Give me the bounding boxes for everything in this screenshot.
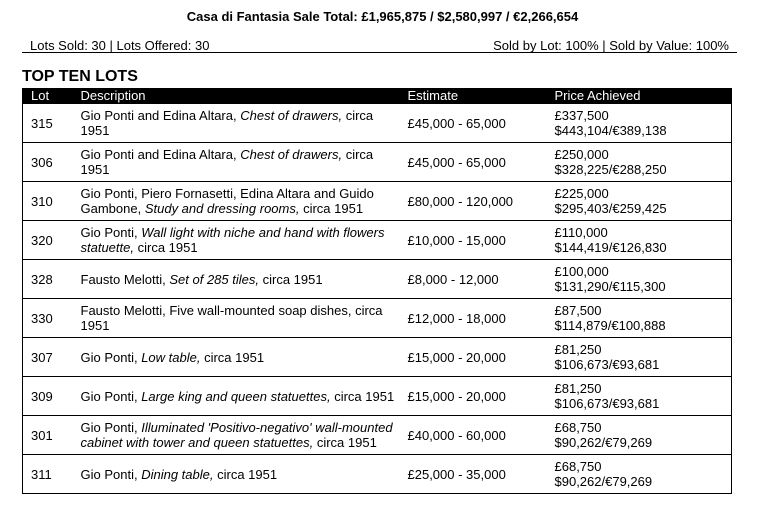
- price-gbp: £100,000: [554, 264, 609, 279]
- table-row: [23, 377, 732, 416]
- lot-description: [73, 221, 400, 260]
- description-title: Illuminated 'Positivo-negativo' wall-mounted cabinet with tower and queen statuettes,: [80, 420, 393, 450]
- table-row: [23, 299, 732, 338]
- lot-number: 306: [23, 143, 73, 182]
- description-title: Large king and queen statuettes,: [141, 388, 331, 404]
- description-date: circa 1951: [259, 271, 323, 287]
- description-date: circa 1951: [213, 466, 278, 482]
- lot-number: 310: [23, 182, 73, 221]
- lot-description: [73, 143, 400, 182]
- price-usd-eur: $443,104/€389,138: [554, 123, 667, 138]
- price-gbp: £337,500: [554, 108, 609, 123]
- sold-summary: Sold by Lot: 100% | Sold by Value: 100%: [493, 38, 729, 53]
- sale-total-title: Casa di Fantasia Sale Total: £1,965,875 / $2,580,997 / €2,266,654: [186, 9, 579, 24]
- table-row: [23, 143, 732, 182]
- description-date: circa 1951: [330, 388, 395, 404]
- lot-estimate: £12,000 - 18,000: [400, 299, 547, 338]
- description-text: Gio Ponti,: [80, 349, 142, 365]
- table-row: [23, 260, 732, 299]
- table-row: [23, 455, 732, 494]
- column-header-estimate: Estimate: [407, 88, 459, 103]
- description-text: Fausto Melotti, Five wall-mounted soap dishes, circa 1951: [80, 303, 383, 333]
- lot-description: [73, 260, 400, 299]
- lot-estimate: £45,000 - 65,000: [400, 143, 547, 182]
- lot-description: [73, 377, 400, 416]
- price-gbp: £110,000: [554, 225, 608, 240]
- column-header-lot: Lot: [31, 88, 50, 103]
- description-date: circa 1951: [313, 435, 377, 450]
- price-gbp: £68,750: [554, 459, 602, 474]
- description-text: Gio Ponti and Edina Altara,: [80, 147, 241, 162]
- description-date: circa 1951: [80, 108, 374, 138]
- lot-description: [73, 104, 400, 143]
- lot-description: [73, 182, 400, 221]
- lot-number: 309: [23, 377, 73, 416]
- description-text: Gio Ponti,: [80, 225, 142, 240]
- table-row: [23, 182, 732, 221]
- lot-price: [547, 221, 732, 260]
- description-title: Dining table,: [141, 466, 214, 482]
- lot-number: 328: [23, 260, 73, 299]
- table-row: [23, 338, 732, 377]
- description-text: Gio Ponti,: [80, 420, 142, 435]
- lot-number: 301: [23, 416, 73, 455]
- description-title: Chest of drawers,: [240, 147, 343, 162]
- lot-price: [547, 455, 732, 494]
- lot-description: [73, 338, 400, 377]
- description-text: Gio Ponti,: [80, 466, 142, 482]
- price-gbp: £81,250: [554, 381, 602, 396]
- description-date: circa 1951: [299, 201, 364, 216]
- lot-description: [73, 455, 400, 494]
- price-usd-eur: $295,403/€259,425: [554, 201, 667, 216]
- price-usd-eur: $144,419/€126,830: [554, 240, 667, 255]
- lot-price: [547, 182, 732, 221]
- description-date: circa 1951: [80, 147, 374, 177]
- price-gbp: £225,000: [554, 186, 609, 201]
- lot-price: [547, 299, 732, 338]
- lot-price: [547, 338, 732, 377]
- price-gbp: £87,500: [554, 303, 602, 318]
- section-title: TOP TEN LOTS: [22, 68, 138, 85]
- lot-price: [547, 104, 732, 143]
- price-usd-eur: $106,673/€93,681: [554, 396, 660, 411]
- description-title: Set of 285 tiles,: [169, 271, 259, 287]
- price-gbp: £81,250: [554, 342, 602, 357]
- table-row: [23, 221, 732, 260]
- price-usd-eur: $328,225/€288,250: [554, 162, 667, 177]
- lot-number: 320: [23, 221, 73, 260]
- lot-description: [73, 416, 400, 455]
- price-usd-eur: $90,262/€79,269: [554, 474, 653, 489]
- price-usd-eur: $106,673/€93,681: [554, 357, 660, 372]
- lot-estimate: £8,000 - 12,000: [400, 260, 547, 299]
- description-title: Chest of drawers,: [240, 108, 343, 123]
- description-text: Gio Ponti and Edina Altara,: [80, 108, 241, 123]
- price-gbp: £68,750: [554, 420, 602, 435]
- description-title: Study and dressing rooms,: [144, 201, 300, 216]
- table-body: [23, 104, 732, 494]
- lot-description: [73, 299, 400, 338]
- lot-estimate: £45,000 - 65,000: [400, 104, 547, 143]
- top-lots-table: [22, 88, 732, 494]
- description-date: circa 1951: [133, 240, 198, 255]
- lot-estimate: £10,000 - 15,000: [400, 221, 547, 260]
- lot-price: [547, 143, 732, 182]
- sale-summary-bar: [22, 37, 737, 53]
- lot-estimate: £15,000 - 20,000: [400, 377, 547, 416]
- lot-estimate: £40,000 - 60,000: [400, 416, 547, 455]
- column-header-description: Description: [80, 88, 146, 103]
- description-title: Wall light with niche and hand with flowers statuette,: [80, 225, 385, 255]
- price-usd-eur: $114,879/€100,888: [554, 318, 666, 333]
- price-usd-eur: $131,290/€115,300: [554, 279, 666, 294]
- price-gbp: £250,000: [554, 147, 609, 162]
- column-header-price: Price Achieved: [554, 88, 641, 103]
- lot-number: 311: [23, 455, 73, 494]
- description-title: Low table,: [141, 349, 201, 365]
- lot-price: [547, 260, 732, 299]
- lot-price: [547, 416, 732, 455]
- lots-summary: Lots Sold: 30 | Lots Offered: 30: [30, 38, 210, 53]
- lot-number: 307: [23, 338, 73, 377]
- price-usd-eur: $90,262/€79,269: [554, 435, 653, 450]
- lot-estimate: £25,000 - 35,000: [400, 455, 547, 494]
- table-row: [23, 104, 732, 143]
- table-row: [23, 416, 732, 455]
- description-text: Gio Ponti,: [80, 388, 142, 404]
- description-text: Fausto Melotti,: [80, 271, 170, 287]
- table-header-row: [23, 88, 732, 104]
- description-date: circa 1951: [200, 349, 265, 365]
- description-text: Gio Ponti, Piero Fornasetti, Edina Altara and Guido Gambone,: [80, 186, 374, 216]
- lot-estimate: £80,000 - 120,000: [400, 182, 547, 221]
- lot-estimate: £15,000 - 20,000: [400, 338, 547, 377]
- lot-number: 330: [23, 299, 73, 338]
- lot-number: 315: [23, 104, 73, 143]
- lot-price: [547, 377, 732, 416]
